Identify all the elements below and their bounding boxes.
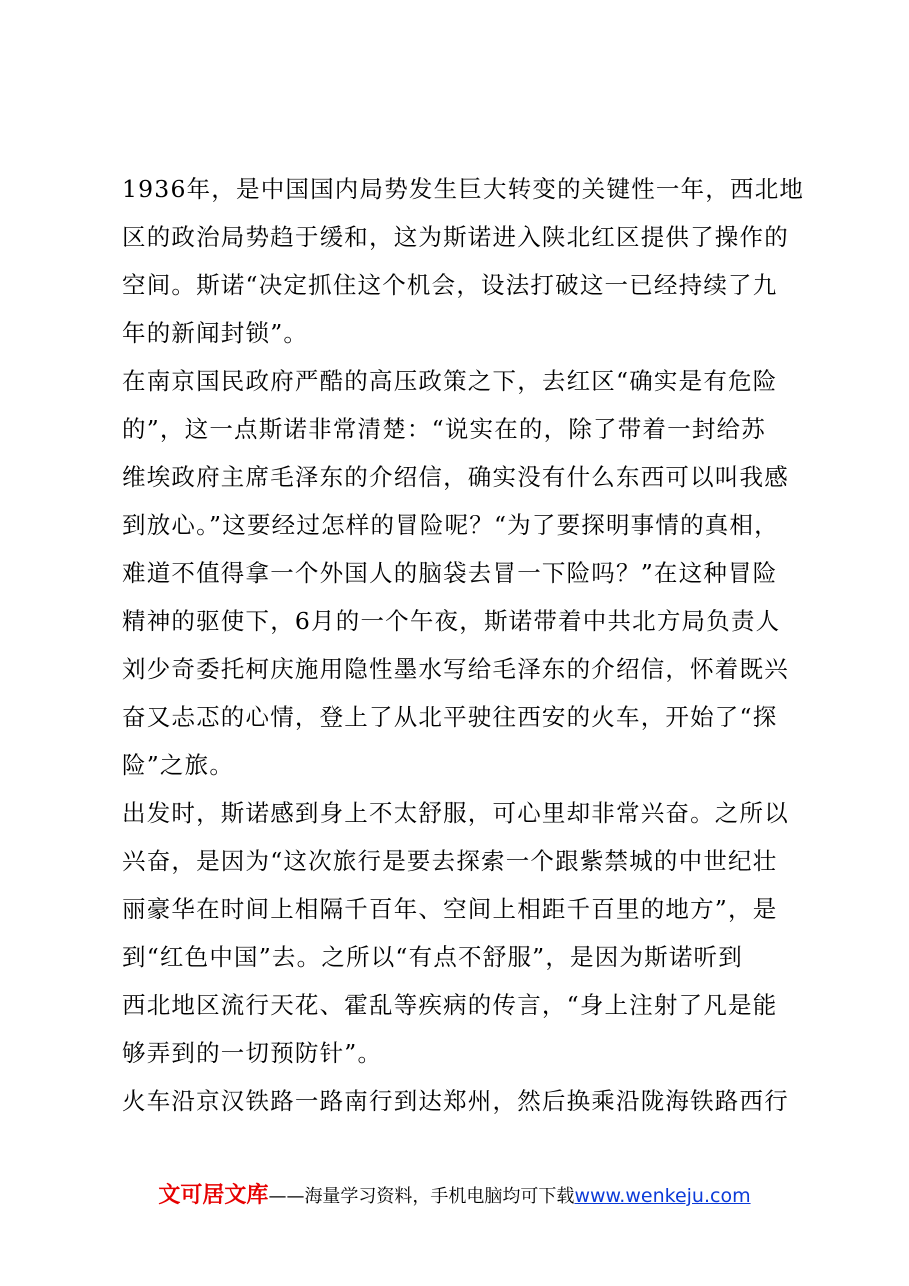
paragraph-line: 的”，这一点斯诺非常清楚：“说实在的，除了带着一封给苏 [122, 415, 766, 443]
paragraph-line: 维埃政府主席毛泽东的介绍信，确实没有什么东西可以叫我感 [122, 463, 789, 491]
paragraph-line: 到“红色中国”去。之所以“有点不舒服”，是因为斯诺听到 [122, 943, 743, 971]
paragraph-line: 火车沿京汉铁路一路南行到达郑州，然后换乘沿陇海铁路西行 [122, 1087, 789, 1115]
paragraph-line: 区的政治局势趋于缓和，这为斯诺进入陕北红区提供了操作的 [122, 223, 789, 251]
paragraph-line: 1936年，是中国国内局势发生巨大转变的关键性一年，西北地 [122, 175, 805, 203]
paragraph-line: 在南京国民政府严酷的高压政策之下，去红区“确实是有危险 [122, 367, 778, 395]
paragraph-line: 空间。斯诺“决定抓住这个机会，设法打破这一已经持续了九 [122, 271, 778, 299]
paragraph-line: 到放心。”这要经过怎样的冒险呢？“为了要探明事情的真相， [122, 511, 779, 539]
footer-tagline: ——海量学习资料，手机电脑均可下载 [268, 1186, 575, 1207]
paragraph-line: 险”之旅。 [122, 751, 235, 779]
paragraph-line: 兴奋，是因为“这次旅行是要去探索一个跟紫禁城的中世纪壮 [122, 847, 778, 875]
paragraph-line: 年的新闻封锁”。 [122, 319, 309, 347]
paragraph-line: 够弄到的一切预防针”。 [122, 1039, 383, 1067]
paragraph-line: 精神的驱使下，6月的一个午夜，斯诺带着中共北方局负责人 [122, 607, 781, 635]
paragraph-line: 难道不值得拿一个外国人的脑袋去冒一下险吗？”在这种冒险 [122, 559, 778, 587]
footer-website-link[interactable]: www.wenkeju.com [574, 1185, 751, 1207]
paragraph-line: 出发时，斯诺感到身上不太舒服，可心里却非常兴奋。之所以 [122, 799, 789, 827]
paragraph-line: 奋又忐忑的心情，登上了从北平驶往西安的火车，开始了“探 [122, 703, 778, 731]
footer-brand: 文可居文库 [158, 1183, 269, 1208]
paragraph-line: 丽豪华在时间上相隔千百年、空间上相距千百里的地方”，是 [122, 895, 778, 923]
footer-banner [0, 1180, 909, 1213]
paragraph-line: 刘少奇委托柯庆施用隐性墨水写给毛泽东的介绍信，怀着既兴 [122, 655, 789, 683]
paragraph-line: 西北地区流行天花、霍乱等疾病的传言，“身上注射了凡是能 [122, 991, 778, 1019]
